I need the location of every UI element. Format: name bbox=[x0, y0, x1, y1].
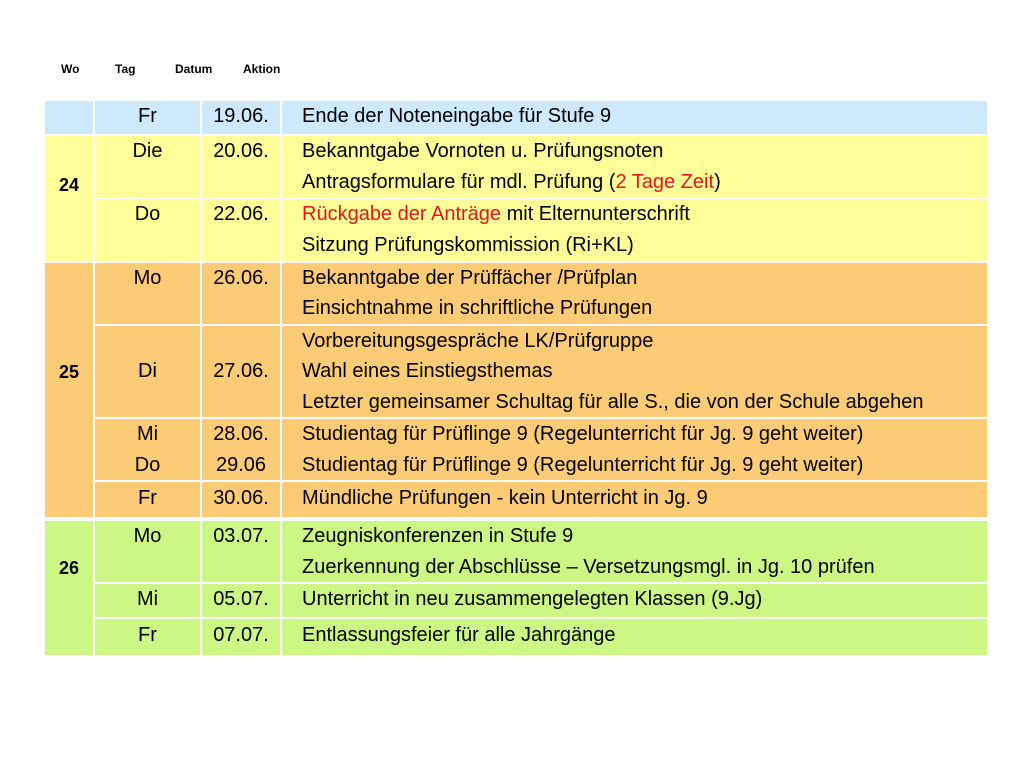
aktion-cell bbox=[282, 521, 987, 582]
tag-text: Fr bbox=[138, 487, 157, 509]
aktion-text: Studientag für Prüflinge 9 (Regelunterricht für Jg. 9 geht weiter) bbox=[302, 423, 864, 445]
aktion-text: Zuerkennung der Abschlüsse – Versetzungsmgl. in Jg. 10 prüfen bbox=[302, 556, 875, 578]
highlight-text: Rückgabe der Anträge bbox=[302, 203, 502, 225]
datum-text: 03.07. bbox=[213, 525, 269, 547]
table-row bbox=[45, 619, 987, 655]
tag-text: Die bbox=[132, 140, 163, 162]
datum-cell bbox=[202, 199, 280, 261]
table-row bbox=[45, 199, 987, 261]
datum-text: 20.06. bbox=[213, 140, 269, 162]
tag-text: Fr bbox=[138, 105, 157, 127]
week-cell bbox=[45, 101, 93, 134]
tag-cell bbox=[95, 101, 200, 134]
tag-cell bbox=[95, 263, 200, 324]
datum-text: 05.07. bbox=[213, 588, 269, 610]
aktion-cell bbox=[282, 419, 987, 480]
table-row bbox=[45, 101, 987, 134]
aktion-cell bbox=[282, 326, 987, 417]
datum-cell bbox=[202, 136, 280, 198]
datum-text: 07.07. bbox=[213, 624, 269, 646]
tag-text: Do bbox=[134, 454, 161, 476]
table-row bbox=[45, 482, 987, 517]
aktion-text: Wahl eines Einstiegsthemas bbox=[302, 360, 553, 382]
aktion-text: Sitzung Prüfungskommission (Ri+KL) bbox=[302, 234, 634, 256]
aktion-cell bbox=[282, 482, 987, 517]
tag-cell bbox=[95, 584, 200, 617]
header-aktion: Aktion bbox=[243, 62, 281, 76]
aktion-text: Ende der Noteneingabe für Stufe 9 bbox=[302, 105, 612, 127]
aktion-cell bbox=[282, 136, 987, 198]
table-row bbox=[45, 419, 987, 480]
tag-cell bbox=[95, 419, 200, 480]
datum-text: 29.06 bbox=[215, 454, 267, 476]
tag-text: Mi bbox=[136, 588, 159, 610]
table-row bbox=[45, 326, 987, 417]
datum-text: 26.06. bbox=[213, 267, 269, 289]
datum-text: 30.06. bbox=[213, 487, 269, 509]
aktion-text: Studientag für Prüflinge 9 (Regelunterricht für Jg. 9 geht weiter) bbox=[302, 454, 864, 476]
datum-text: 27.06. bbox=[213, 360, 269, 382]
aktion-text: Letzter gemeinsamer Schultag für alle S., die von der Schule abgehen bbox=[302, 391, 924, 413]
tag-text: Mo bbox=[133, 267, 162, 289]
highlight-text: 2 Tage Zeit bbox=[615, 171, 715, 193]
aktion-text: Einsichtnahme in schriftliche Prüfungen bbox=[302, 297, 653, 319]
datum-cell bbox=[202, 326, 280, 417]
aktion-text: Bekanntgabe Vornoten u. Prüfungsnoten bbox=[302, 140, 664, 162]
aktion-cell bbox=[282, 101, 987, 134]
aktion-text: Bekanntgabe der Prüffächer /Prüfplan bbox=[302, 267, 638, 289]
aktion-cell bbox=[282, 263, 987, 324]
tag-cell bbox=[95, 482, 200, 517]
tag-cell bbox=[95, 521, 200, 582]
tag-text: Fr bbox=[138, 624, 157, 646]
week-number: 26 bbox=[58, 558, 80, 578]
tag-text: Do bbox=[134, 203, 161, 225]
week-number: 25 bbox=[58, 362, 80, 382]
aktion-cell bbox=[282, 584, 987, 617]
aktion-text: Zeugniskonferenzen in Stufe 9 bbox=[302, 525, 574, 547]
datum-text: 19.06. bbox=[213, 105, 269, 127]
aktion-text: Entlassungsfeier für alle Jahrgänge bbox=[302, 624, 616, 646]
header-datum: Datum bbox=[175, 62, 213, 76]
aktion-text: Vorbereitungsgespräche LK/Prüfgruppe bbox=[302, 330, 654, 352]
datum-cell bbox=[202, 521, 280, 582]
table-row bbox=[45, 263, 987, 324]
aktion-cell bbox=[282, 199, 987, 261]
datum-cell bbox=[202, 619, 280, 655]
datum-text: 22.06. bbox=[213, 203, 269, 225]
datum-cell bbox=[202, 482, 280, 517]
datum-cell bbox=[202, 101, 280, 134]
header-tag: Tag bbox=[115, 62, 136, 76]
aktion-cell bbox=[282, 619, 987, 655]
aktion-text: Rückgabe der Anträge mit Elternunterschrift bbox=[302, 203, 690, 225]
tag-text: Mi bbox=[136, 423, 159, 445]
aktion-text: Unterricht in neu zusammengelegten Klassen (9.Jg) bbox=[302, 588, 763, 610]
tag-cell bbox=[95, 326, 200, 417]
datum-cell bbox=[202, 584, 280, 617]
table-row bbox=[45, 521, 987, 582]
datum-cell bbox=[202, 263, 280, 324]
week-number: 24 bbox=[58, 175, 80, 195]
tag-text: Mo bbox=[133, 525, 162, 547]
tag-cell bbox=[95, 199, 200, 261]
tag-cell bbox=[95, 619, 200, 655]
header-wo: Wo bbox=[61, 62, 80, 76]
aktion-text: Antragsformulare für mdl. Prüfung (2 Tage Zeit) bbox=[302, 171, 721, 193]
datum-cell bbox=[202, 419, 280, 480]
tag-text: Di bbox=[138, 360, 157, 382]
aktion-text: Mündliche Prüfungen - kein Unterricht in Jg. 9 bbox=[302, 487, 708, 509]
tag-cell bbox=[95, 136, 200, 198]
datum-text: 28.06. bbox=[213, 423, 269, 445]
table-row bbox=[45, 584, 987, 617]
table-row bbox=[45, 136, 987, 198]
